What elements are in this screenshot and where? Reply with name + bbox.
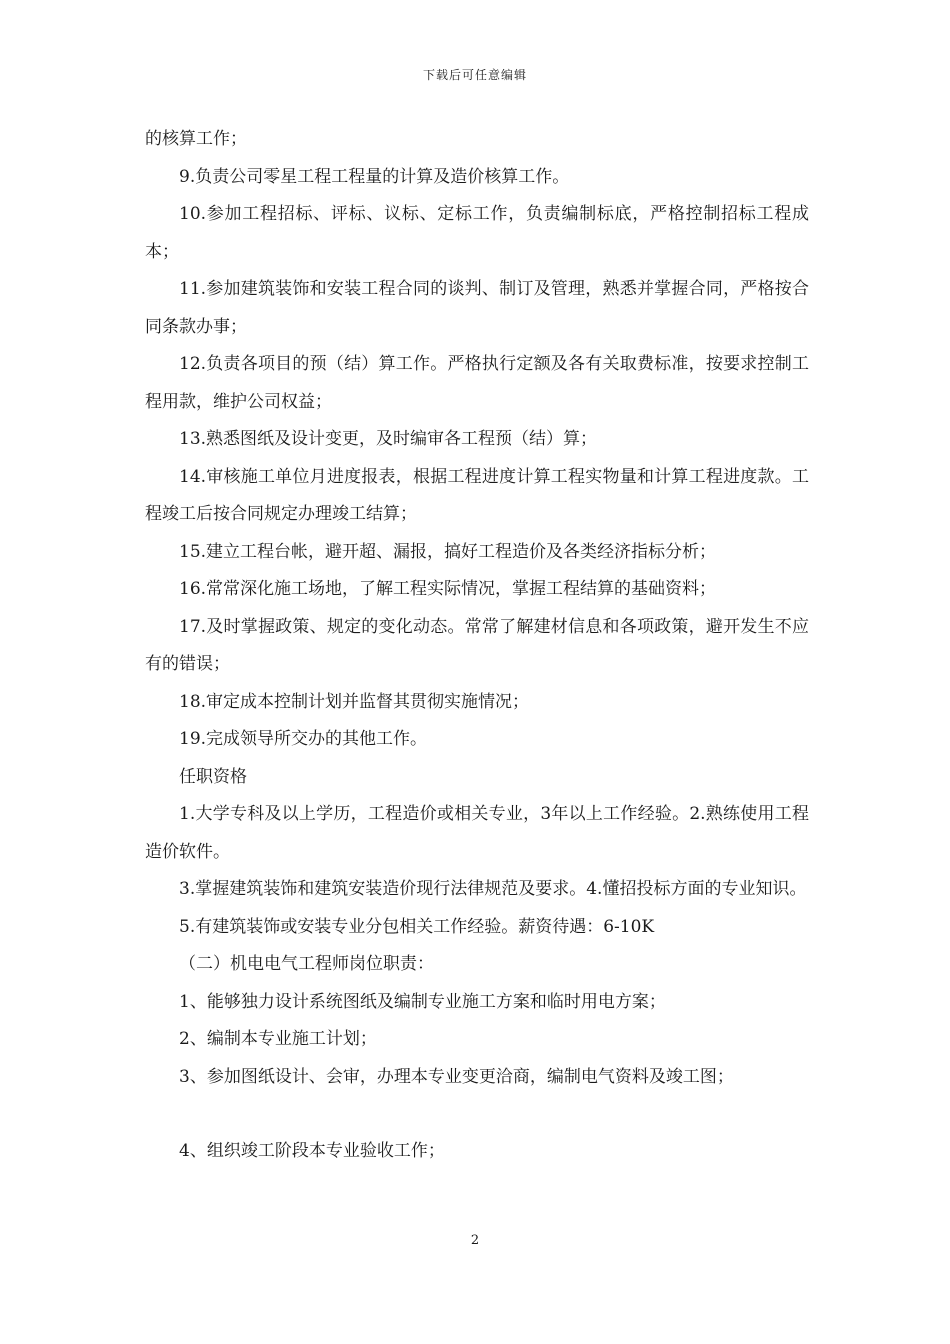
paragraph: 11.参加建筑装饰和安装工程合同的谈判、制订及管理，熟悉并掌握合同，严格按合同条款办事； xyxy=(145,279,809,337)
page-number: 2 xyxy=(470,1233,480,1248)
paragraph: 4、组织竣工阶段本专业验收工作； xyxy=(179,1141,445,1161)
paragraph: 2、编制本专业施工计划； xyxy=(179,1029,377,1049)
paragraph: 14.审核施工单位月进度报表，根据工程进度计算工程实物量和计算工程进度款。工程竣工后按合同规定办理竣工结算； xyxy=(145,466,809,524)
paragraph: 16.常常深化施工场地，了解工程实际情况，掌握工程结算的基础资料； xyxy=(179,579,717,599)
header-note: 下载后可任意编辑 xyxy=(422,68,527,82)
paragraph: 3、参加图纸设计、会审，办理本专业变更洽商，编制电气资料及竣工图； xyxy=(179,1066,734,1087)
paragraph: 10.参加工程招标、评标、议标、定标工作，负责编制标底，严格控制招标工程成本； xyxy=(145,204,809,262)
paragraph: 3.掌握建筑装饰和建筑安装造价现行法律规范及要求。4.懂招投标方面的专业知识。 xyxy=(179,879,807,899)
paragraph: 15.建立工程台帐，避开超、漏报，搞好工程造价及各类经济指标分析； xyxy=(179,541,717,562)
paragraph: 18.审定成本控制计划并监督其贯彻实施情况； xyxy=(179,691,530,712)
paragraph: 1.大学专科及以上学历，工程造价或相关专业，3年以上工作经验。2.熟练使用工程造价软件。 xyxy=(145,804,809,862)
paragraph: 12.负责各项目的预（结）算工作。严格执行定额及各有关取费标准，按要求控制工程用款，维护公司权益； xyxy=(145,354,809,412)
section-heading: （二）机电电气工程师岗位职责： xyxy=(179,954,434,974)
section-heading: 任职资格 xyxy=(179,766,247,787)
paragraph: 17.及时掌握政策、规定的变化动态。常常了解建材信息和各项政策，避开发生不应有的错误； xyxy=(145,616,809,674)
paragraph: 9.负责公司零星工程工程量的计算及造价核算工作。 xyxy=(179,166,570,187)
paragraph: 13.熟悉图纸及设计变更，及时编审各工程预（结）算； xyxy=(179,429,598,449)
paragraph: 1、能够独力设计系统图纸及编制专业施工方案和临时用电方案； xyxy=(179,991,666,1012)
document-body xyxy=(145,121,809,1171)
paragraph: 19.完成领导所交办的其他工作。 xyxy=(179,729,428,749)
paragraph: 的核算工作； xyxy=(145,129,247,149)
paragraph: 5.有建筑装饰或安装专业分包相关工作经验。薪资待遇：6-10K xyxy=(179,916,655,937)
